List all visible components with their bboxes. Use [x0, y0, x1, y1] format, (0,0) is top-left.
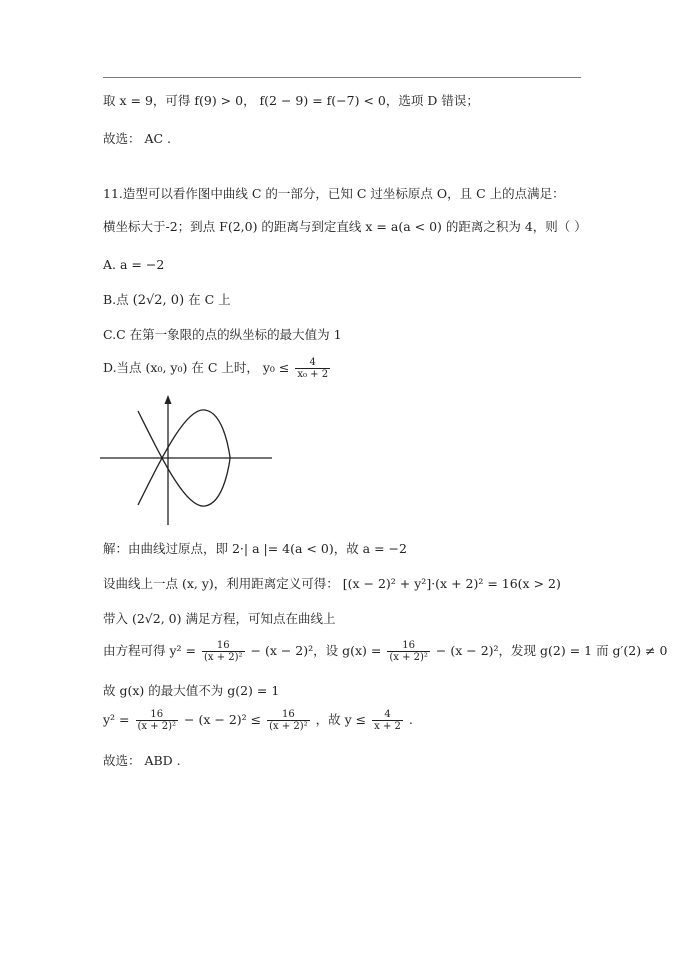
fraction: $\frac{4}{\text{x₀ + 2}}$ [297, 357, 329, 380]
solution-line-1: 解：由曲线过原点，即 2·| a |= 4(a < 0)，故 a = −2 [103, 541, 407, 556]
text-line-option-d-check: 取 x = 9，可得 f(9) > 0， f(2 − 9) = f(−7) < 0，选项 D 错误； [103, 93, 479, 108]
solution-line-3: 带入 (2√2, 0) 满足方程，可知点在曲线上 [103, 611, 336, 626]
fraction: $\frac{16}{\text{(x + 2)²}}$ [137, 709, 177, 732]
question-11-condition: 横坐标大于-2；到点 F(2,0) 的距离与到定直线 x = a(a < 0) 的距离之积为 4，则（ ） [103, 219, 587, 234]
answer-line: 故选： ABD . [103, 753, 181, 768]
solution-line-6: y² = $\frac{16}{\text{(x + 2)²}}$ − (x − 2)² ≤ $\frac{16}{\text{(x + 2)²}}$ ，故 y ≤ $\frac{4}{x + 2}$ . [103, 709, 413, 732]
curve-figure [100, 395, 280, 535]
y-axis-arrow [165, 395, 172, 404]
solution-line-4: 由方程可得 y² = $\frac{16}{\text{(x + 2)²}}$ − (x − 2)²，设 g(x) = $\frac{16}{\text{(x + 2)²}}$ − (x − 2)²，发现 g(2) = 1 而 g′(2) ≠ 0 [103, 640, 668, 663]
option-a: A. a = −2 [103, 257, 165, 272]
answer-line-prev: 故选： AC . [103, 131, 172, 146]
fraction: $\frac{16}{\text{(x + 2)²}}$ [389, 640, 428, 663]
solution-line-5: 故 g(x) 的最大值不为 g(2) = 1 [103, 683, 280, 698]
option-d: D.当点 (x₀, y₀) 在 C 上时， y₀ ≤ $\frac{4}{\text{x₀ + 2}}$ [103, 357, 329, 380]
header-rule [103, 77, 581, 78]
option-c: C.C 在第一象限的点的纵坐标的最大值为 1 [103, 327, 342, 342]
option-b: B.点 (2√2, 0) 在 C 上 [103, 292, 231, 308]
fraction: $\frac{16}{\text{(x + 2)²}}$ [269, 709, 308, 732]
fraction: $\frac{16}{\text{(x + 2)²}}$ [203, 640, 243, 663]
fraction: $\frac{4}{x + 2}$ [374, 709, 401, 732]
solution-line-2: 设曲线上一点 (x, y)，利用距离定义可得： [(x − 2)² + y²]·(x + 2)² = 16(x > 2) [103, 576, 561, 591]
question-11-stem: 11.造型可以看作图中曲线 C 的一部分，已知 C 过坐标原点 O，且 C 上的点满足： [103, 186, 565, 201]
